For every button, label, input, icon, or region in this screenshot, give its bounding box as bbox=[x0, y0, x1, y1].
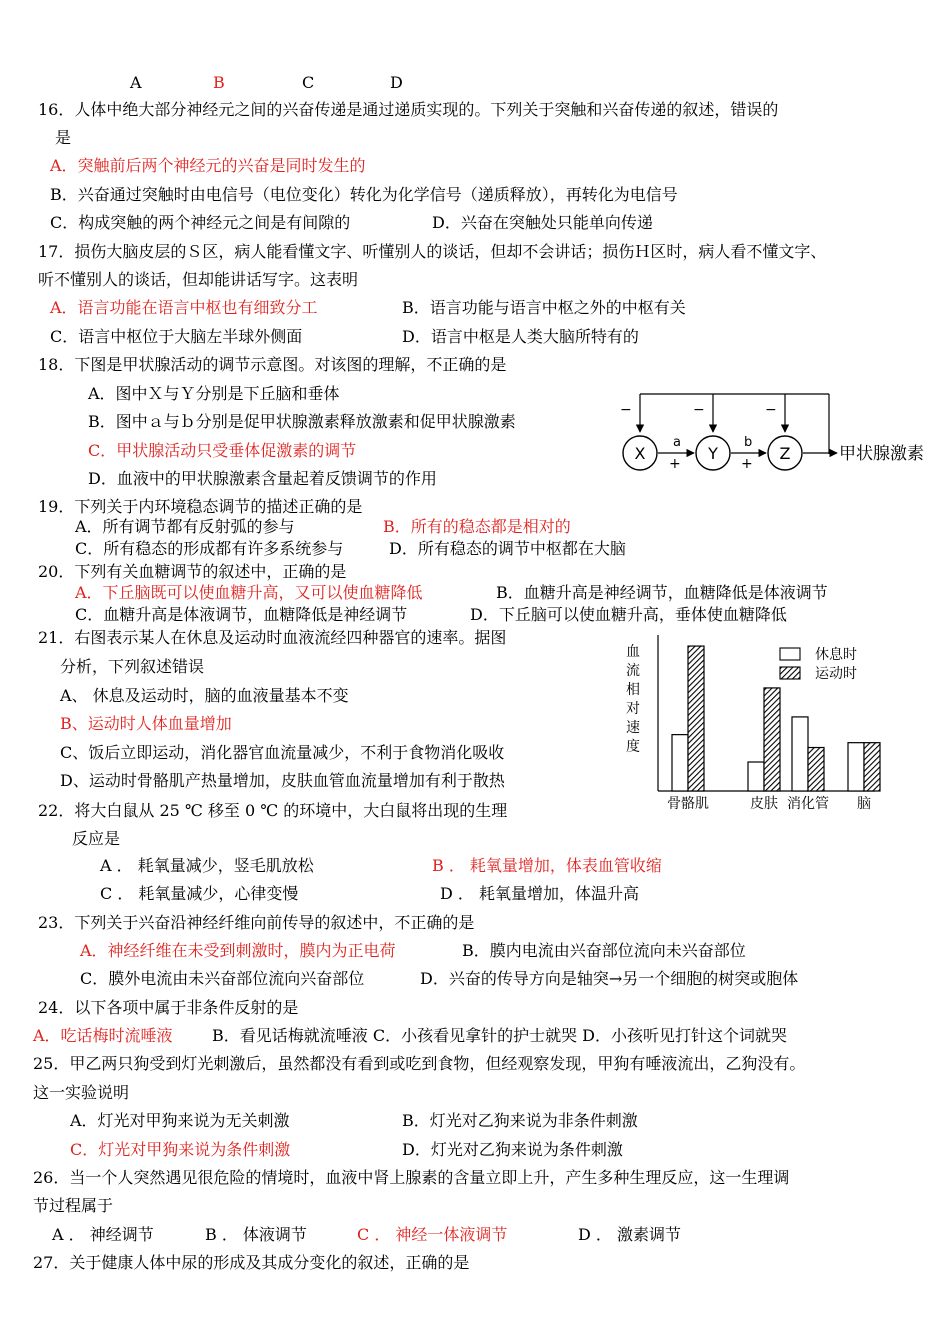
q25-option-d: D．灯光对乙狗来说为条件刺激 bbox=[402, 1140, 623, 1159]
legend-swatch-0 bbox=[780, 648, 800, 660]
arrow-plus-2: + bbox=[741, 456, 753, 472]
q20-option-c: C．血糖升高是体液调节，血糖降低是神经调节 bbox=[75, 605, 408, 624]
y-label-char: 对 bbox=[626, 701, 640, 717]
q22-option-a: A ． 耗氧量减少，竖毛肌放松 bbox=[100, 856, 314, 875]
output-label: 甲状腺激素 bbox=[839, 444, 924, 464]
q21-option-d: D、运动时骨骼肌产热量增加，皮肤血管血流量增加有利于散热 bbox=[60, 771, 505, 790]
node-z-label: Z bbox=[779, 444, 791, 463]
chart-y-axis-label bbox=[626, 644, 640, 755]
q24-option-a: A．吃话梅时流唾液 bbox=[33, 1026, 173, 1045]
legend-label-0: 休息时 bbox=[815, 647, 857, 663]
q25-option-a: A．灯光对甲狗来说为无关刺激 bbox=[70, 1111, 290, 1130]
q26-stem-line2: 节过程属于 bbox=[33, 1196, 114, 1215]
q21-option-c: C、饭后立即运动，消化器官血流量减少，不利于食物消化吸收 bbox=[60, 743, 505, 762]
y-label-char: 相 bbox=[626, 682, 640, 698]
feedback-minus-2: − bbox=[693, 402, 705, 418]
q19-option-d: D．所有稳态的调节中枢都在大脑 bbox=[389, 539, 626, 558]
q18-option-d: D．血液中的甲状腺激素含量起着反馈调节的作用 bbox=[88, 469, 437, 488]
q22-option-c: C ． 耗氧量减少，心律变慢 bbox=[100, 884, 299, 903]
q18-option-c: C．甲状腺活动只受垂体促激素的调节 bbox=[88, 441, 357, 460]
q20-option-d: D．下丘脑可以使血糖升高，垂体使血糖降低 bbox=[470, 605, 787, 624]
q16-option-a: A．突触前后两个神经元的兴奋是同时发生的 bbox=[50, 156, 366, 175]
bar-rest-3 bbox=[848, 743, 864, 791]
bar-rest-0 bbox=[672, 735, 688, 791]
y-label-char: 度 bbox=[626, 739, 640, 755]
q18-option-a: A．图中Ｘ与Ｙ分别是下丘脑和垂体 bbox=[88, 384, 340, 403]
blood-flow-bar-chart bbox=[620, 630, 890, 815]
q17-stem-line1: 17．损伤大脑皮层的Ｓ区，病人能看懂文字、听懂别人的谈话，但却不会讲话；损伤Ｈ区时，病人看不懂文字、 bbox=[38, 242, 827, 261]
q22-stem-line2: 反应是 bbox=[72, 829, 121, 848]
q21-option-b: B、运动时人体血量增加 bbox=[60, 714, 232, 733]
q24-stem: 24．以下各项中属于非条件反射的是 bbox=[38, 998, 299, 1017]
arrow-label-a: a bbox=[673, 435, 681, 450]
q17-option-c: C．语言中枢位于大脑左半球外侧面 bbox=[50, 327, 303, 346]
q23-option-a: A．神经纤维在未受到刺激时，膜内为正电荷 bbox=[80, 941, 396, 960]
q16-stem-line2: 是 bbox=[55, 128, 72, 147]
q16-stem-line1: 16．人体中绝大部分神经元之间的兴奋传递是通过递质实现的。下列关于突触和兴奋传递的叙述，错误的 bbox=[38, 100, 779, 119]
y-label-char: 速 bbox=[626, 720, 640, 736]
q25-option-c: C．灯光对甲狗来说为条件刺激 bbox=[70, 1140, 291, 1159]
arrow-plus-1: + bbox=[669, 456, 681, 472]
q22-option-b: B ． 耗氧量增加，体表血管收缩 bbox=[432, 856, 662, 875]
category-label-0: 骨骼肌 bbox=[667, 796, 709, 812]
legend-swatch-1 bbox=[780, 667, 800, 679]
q20-option-b: B．血糖升高是神经调节，血糖降低是体液调节 bbox=[496, 583, 828, 602]
q19-option-b: B．所有的稳态都是相对的 bbox=[383, 517, 571, 536]
q18-stem: 18．下图是甲状腺活动的调节示意图。对该图的理解，不正确的是 bbox=[38, 355, 507, 374]
top-option-b: B bbox=[213, 73, 225, 92]
q25-option-b: B．灯光对乙狗来说为非条件刺激 bbox=[402, 1111, 638, 1130]
q21-option-a: A、 休息及运动时，脑的血液量基本不变 bbox=[60, 686, 349, 705]
q21-stem-line1: 21．右图表示某人在休息及运动时血液流经四种器官的速率。据图 bbox=[38, 628, 507, 647]
q19-stem: 19．下列关于内环境稳态调节的描述正确的是 bbox=[38, 497, 363, 516]
q23-option-c: C．膜外电流由未兴奋部位流向兴奋部位 bbox=[80, 969, 365, 988]
q23-stem: 23．下列关于兴奋沿神经纤维向前传导的叙述中，不正确的是 bbox=[38, 913, 475, 932]
q17-option-b: B．语言功能与语言中枢之外的中枢有关 bbox=[402, 298, 686, 317]
category-label-3: 脑 bbox=[857, 796, 871, 812]
bar-exercise-1 bbox=[764, 688, 780, 791]
legend-label-1: 运动时 bbox=[815, 666, 857, 682]
q19-option-c: C．所有稳态的形成都有许多系统参与 bbox=[75, 539, 344, 558]
q24-options-rest: B．看见话梅就流唾液 C．小孩看见拿针的护士就哭 D．小孩听见打针这个词就哭 bbox=[212, 1026, 788, 1045]
q16-option-c: C．构成突触的两个神经元之间是有间隙的 bbox=[50, 213, 351, 232]
q21-stem-line2: 分析，下列叙述错误 bbox=[60, 657, 205, 676]
y-label-char: 流 bbox=[626, 663, 640, 679]
q26-option-d: D ． 激素调节 bbox=[578, 1225, 682, 1244]
q17-stem-line2: 听不懂别人的谈话，但却能讲话写字。这表明 bbox=[38, 270, 359, 289]
q17-option-a: A．语言功能在语言中枢也有细致分工 bbox=[50, 298, 318, 317]
q18-option-b: B．图中ａ与ｂ分别是促甲状腺激素释放激素和促甲状腺激素 bbox=[88, 412, 516, 431]
node-y-label: Y bbox=[708, 444, 718, 463]
q23-option-d: D．兴奋的传导方向是轴突→另一个细胞的树突或胞体 bbox=[420, 969, 799, 988]
q16-option-d: D．兴奋在突触处只能单向传递 bbox=[432, 213, 653, 232]
q19-option-a: A．所有调节都有反射弧的参与 bbox=[75, 517, 295, 536]
feedback-minus-3: − bbox=[765, 402, 777, 418]
q17-option-d: D．语言中枢是人类大脑所特有的 bbox=[402, 327, 639, 346]
bar-rest-2 bbox=[792, 717, 808, 791]
bar-exercise-2 bbox=[808, 748, 824, 791]
top-option-c: C bbox=[302, 73, 315, 92]
q25-stem-line2: 这一实验说明 bbox=[33, 1083, 130, 1102]
node-x-label: X bbox=[634, 444, 646, 463]
q26-option-c: C ． 神经一体液调节 bbox=[357, 1225, 508, 1244]
category-label-1: 皮肤 bbox=[750, 796, 778, 812]
q27-stem: 27．关于健康人体中尿的形成及其成分变化的叙述，正确的是 bbox=[33, 1253, 470, 1272]
bar-exercise-0 bbox=[688, 646, 704, 791]
category-label-2: 消化管 bbox=[787, 796, 829, 812]
q23-option-b: B．膜内电流由兴奋部位流向未兴奋部位 bbox=[462, 941, 746, 960]
chart-legend bbox=[780, 646, 857, 682]
q16-option-b: B．兴奋通过突触时由电信号（电位变化）转化为化学信号（递质释放），再转化为电信号 bbox=[50, 185, 678, 204]
arrow-label-b: b bbox=[744, 435, 753, 450]
q26-stem-line1: 26．当一个人突然遇见很危险的情境时，血液中肾上腺素的含量立即上升，产生多种生理反应，这一生理调 bbox=[33, 1168, 790, 1187]
top-option-a: A bbox=[130, 73, 142, 92]
q25-stem-line1: 25．甲乙两只狗受到灯光刺激后，虽然都没有看到或吃到食物，但经观察发现，甲狗有唾液流出，乙狗没有。 bbox=[33, 1054, 806, 1073]
bar-exercise-3 bbox=[864, 743, 880, 791]
thyroid-regulation-diagram bbox=[615, 388, 950, 488]
bar-rest-1 bbox=[748, 762, 764, 791]
q26-option-b: B ． 体液调节 bbox=[205, 1225, 307, 1244]
q22-stem-line1: 22．将大白鼠从 25 ℃ 移至 0 ℃ 的环境中，大白鼠将出现的生理 bbox=[38, 801, 508, 820]
feedback-minus-1: − bbox=[620, 402, 632, 418]
q20-stem: 20．下列有关血糖调节的叙述中，正确的是 bbox=[38, 562, 347, 581]
q26-option-a: A ． 神经调节 bbox=[52, 1225, 154, 1244]
top-option-d: D bbox=[390, 73, 403, 92]
y-label-char: 血 bbox=[626, 644, 640, 660]
q22-option-d: D ． 耗氧量增加，体温升高 bbox=[440, 884, 640, 903]
q20-option-a: A．下丘脑既可以使血糖升高，又可以使血糖降低 bbox=[75, 583, 423, 602]
